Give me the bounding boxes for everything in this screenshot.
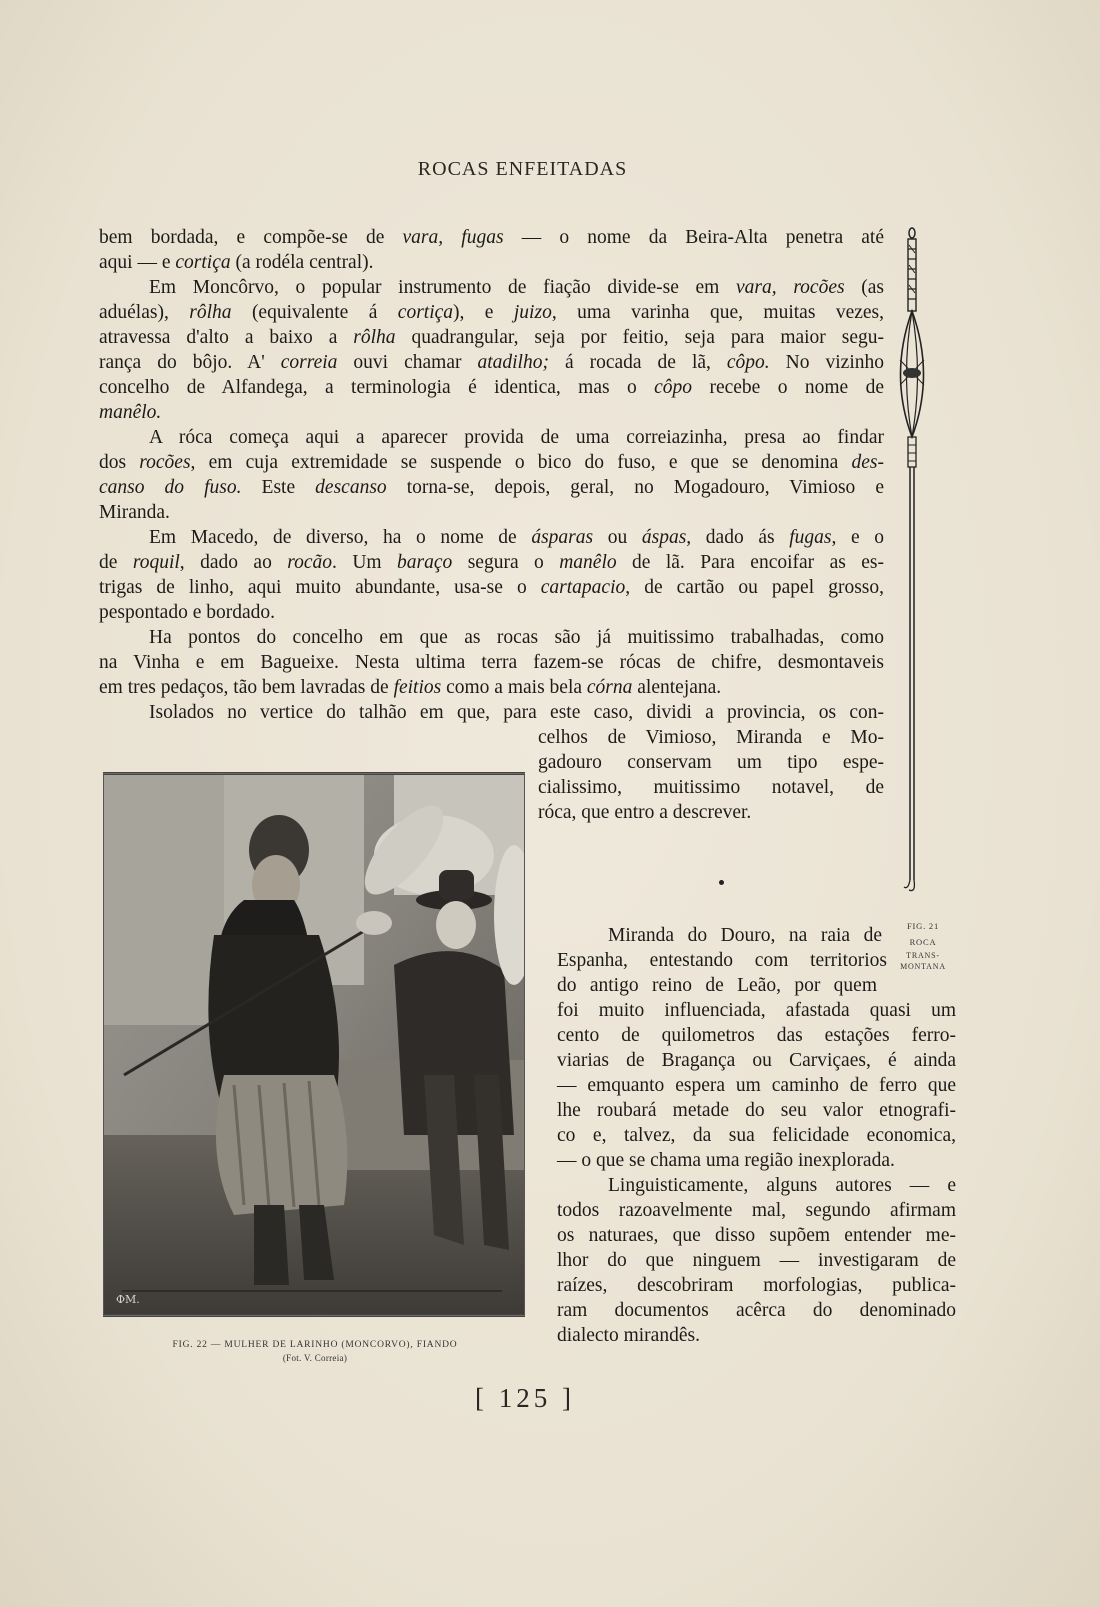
right-column-line: todos razoavelmente mal, segundo afirmam [557,1200,956,1221]
body-line: concelho de Alfandega, a terminologia é identica, mas o côpo recebe o nome de [99,377,884,398]
italic-term: descanso [315,477,387,498]
figure-21-name: ROCA [909,937,937,947]
figure-21-type-2: MONTANA [900,962,946,971]
body-line: aqui — e cortiça (a rodéla central). [99,252,374,273]
running-header: ROCAS ENFEITADAS [417,158,628,180]
body-line-narrow: gadouro conservam um tipo espe- [538,752,884,773]
figure-21-caption [898,918,948,972]
right-column-line: — emquanto espera um caminho de ferro que [557,1075,956,1096]
body-line: de roquil, dado ao rocão. Um baraço segura o manêlo de lã. Para encoifar as es- [99,552,885,573]
italic-term: côpo. [726,352,770,373]
italic-term: côpo [654,377,693,398]
right-column-line: lhor do que ninguem — investigaram de [557,1250,956,1271]
italic-term: cortiça [397,302,454,323]
italic-term: cortiça [175,252,231,273]
body-line: em tres pedaços, tão bem lavradas de feitios como a mais bela córna alentejana. [99,677,722,698]
body-line: Miranda. [99,502,170,523]
right-column-line: Linguisticamente, alguns autores — e [608,1175,956,1196]
italic-term: atadilho; [477,352,549,373]
italic-term: canso do fuso. [99,477,242,498]
italic-term: rocões [139,452,191,473]
section-dot [719,880,724,885]
italic-term: juizo [513,302,552,323]
right-column-line: co e, talvez, da sua felicidade economica, [557,1125,956,1146]
distaff-illustration [897,225,947,915]
right-column-line: do antigo reino de Leão, por quem [557,975,877,996]
italic-term: manêlo [559,552,617,573]
italic-term: rôlha [189,302,232,323]
italic-term: rôlha [353,327,396,348]
photographer-signature: ΦM. [116,1293,140,1306]
italic-term: des- [851,452,884,473]
right-column-line: Espanha, entestando com territorios [557,950,887,971]
italic-term: roquil [132,552,180,573]
figure-21-label: FIG. 21 [906,921,940,931]
body-line: trigas de linho, aqui muito abundante, usa-se o cartapacio, de cartão ou papel grosso, [99,577,884,598]
italic-term: áspas, [641,527,692,548]
figure-22-title: FIG. 22 — MULHER DE LARINHO (MONCORVO), FIANDO [172,1340,458,1350]
italic-term: feitios [393,677,442,698]
body-line-narrow: róca, que entro a descrever. [538,802,752,823]
right-column-line: cento de quilometros das estações ferro- [557,1025,956,1046]
body-line: pespontado e bordado. [99,602,275,623]
right-column-line: viarias de Bragança ou Carviçaes, é ainda [557,1050,956,1071]
page-number: [ 125 ] [475,1383,575,1413]
italic-term: rocão [287,552,333,573]
body-line: na Vinha e em Bagueixe. Nesta ultima terra fazem-se rócas de chifre, desmontaveis [99,652,884,673]
body-line: Em Moncôrvo, o popular instrumento de fiação divide-se em vara, rocões (as [149,277,885,298]
italic-term: manêlo. [99,402,162,423]
italic-term: ásparas [531,527,594,548]
body-line: rança do bôjo. A' correia ouvi chamar atadilho; á rocada de lã, côpo. No vizinho [99,352,884,373]
body-line: Ha pontos do concelho em que as rocas são já muitissimo trabalhadas, como [149,627,884,648]
figure-22-caption [110,1339,520,1365]
right-column-line: ram documentos acêrca do denominado [557,1300,956,1321]
body-line [99,400,884,425]
body-line: atravessa d'alto a baixo a rôlha quadrangular, seja por feitio, seja para maior segu- [99,327,884,348]
body-line: aduélas), rôlha (equivalente á cortiça), e juizo, uma varinha que, muitas vezes, [99,302,885,323]
right-column-line: lhe roubará metade do seu valor etnografi- [557,1100,956,1121]
figure-21-type-1: TRANS- [906,951,940,960]
photo-illustration [104,775,524,1314]
body-line: bem bordada, e compõe-se de vara, fugas — o nome da Beira-Alta penetra até [99,227,884,248]
italic-term: córna [586,677,633,698]
body-line-narrow: celhos de Vimioso, Miranda e Mo- [538,727,884,748]
body-line: dos rocões, em cuja extremidade se suspende o bico do fuso, e que se denomina des- [99,452,884,473]
right-column-line: Miranda do Douro, na raia de [608,925,882,946]
italic-term: vara, fugas [402,227,504,248]
right-column-line: dialecto mirandês. [557,1325,700,1346]
body-line-narrow: cialissimo, muitissimo notavel, de [538,777,884,798]
right-column-line: os naturaes, que disso supõem entender me- [557,1225,956,1246]
right-column-line: foi muito influenciada, afastada quasi um [557,1000,956,1021]
body-line: canso do fuso. Este descanso torna-se, depois, geral, no Mogadouro, Vimioso e [99,477,885,498]
right-column-line: — o que se chama uma região inexplorada. [557,1150,895,1171]
italic-term: fugas [789,527,832,548]
right-column-line: raízes, descobriram morfologias, publica- [557,1275,956,1296]
body-line: Isolados no vertice do talhão em que, para este caso, dividi a provincia, os con- [149,702,884,723]
photograph-woman-spinning [103,772,525,1317]
italic-term: cartapacio [540,577,626,598]
italic-term: baraço [397,552,453,573]
italic-term: vara, rocões [736,277,845,298]
figure-22-credit: (Fot. V. Correia) [282,1353,348,1363]
body-line: Em Macedo, de diverso, ha o nome de ásparas ou áspas, dado ás fugas, e o [149,527,884,548]
italic-term: correia [280,352,338,373]
body-line: A róca começa aqui a aparecer provida de uma correiazinha, presa ao findar [149,427,884,448]
